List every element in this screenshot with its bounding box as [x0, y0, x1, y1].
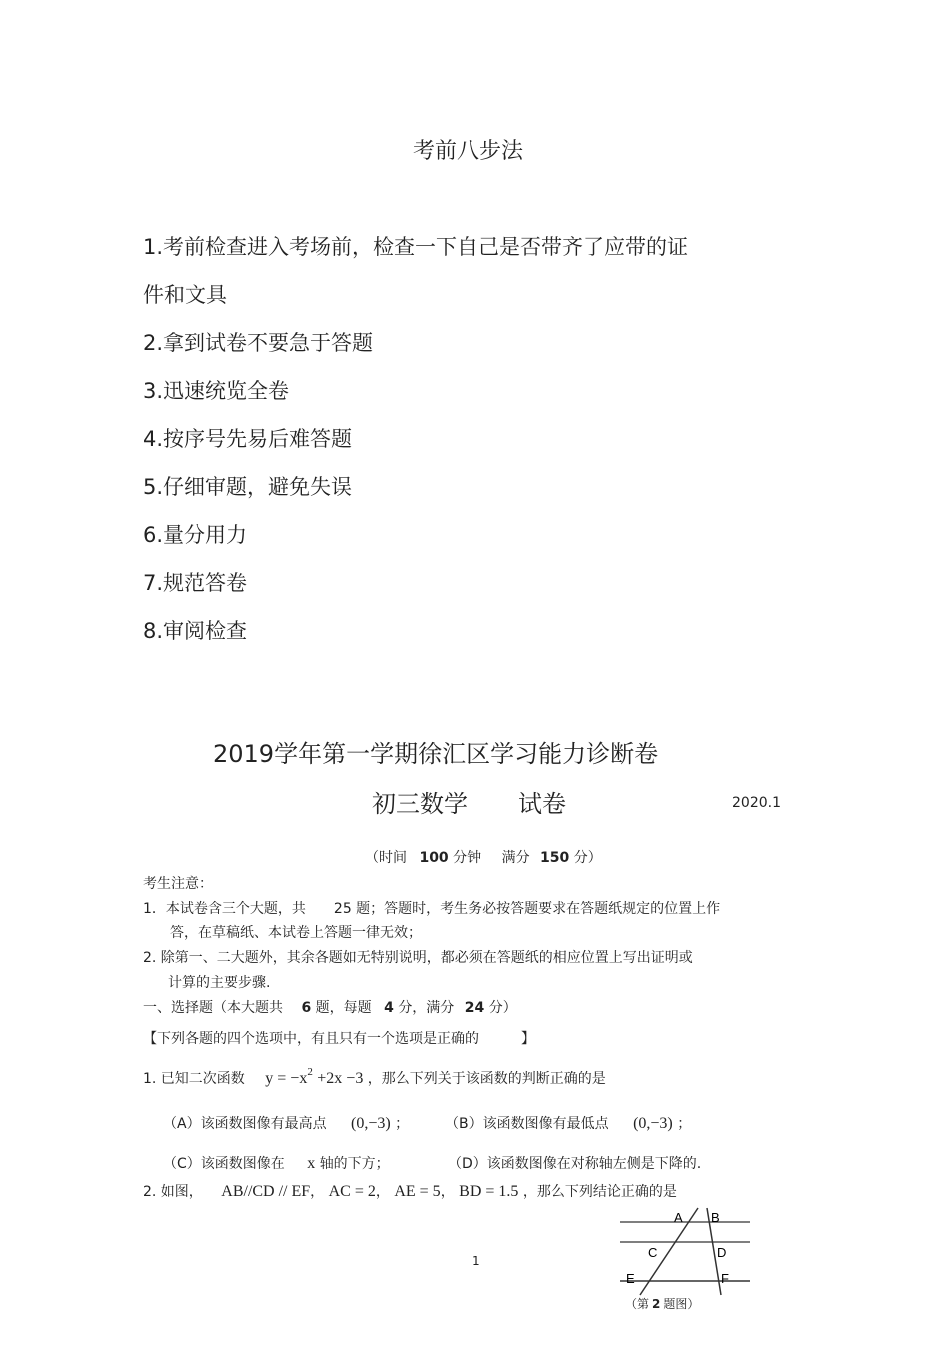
q1-option-a-label: （A）该函数图像有最高点: [163, 1116, 327, 1132]
section1-prefix: 一、选择题（本大题共: [143, 1000, 283, 1016]
q2-cond-parallel: AB//CD // EF: [221, 1183, 311, 1200]
q1-option-a-tail: ；: [395, 1116, 410, 1132]
step-4: 4.按序号先易后难答题: [143, 427, 353, 451]
full-score-label: 满分: [501, 850, 530, 866]
q1-option-c-tail: 轴的下方；: [319, 1156, 390, 1172]
label-d: D: [717, 1245, 727, 1260]
label-f: F: [721, 1271, 729, 1286]
q2-suffix: ，那么下列结论正确的是: [522, 1184, 677, 1200]
step-8: 8.审阅检查: [143, 619, 248, 643]
full-score: 150: [540, 850, 570, 866]
time-minutes-unit: 分钟: [453, 850, 482, 866]
q2-prefix: 2. 如图，: [143, 1184, 203, 1200]
time-minutes: 100: [419, 850, 449, 866]
q1-equation-a: y = −x: [265, 1070, 308, 1087]
step-1-line2: 件和文具: [143, 283, 227, 307]
caption-num: 2: [652, 1297, 661, 1311]
step-1-line1: 1.考前检查进入考场前，检查一下自己是否带齐了应带的证: [143, 235, 689, 259]
label-e: E: [626, 1271, 635, 1286]
notice-1-line2: 答，在草稿纸、本试卷上答题一律无效；: [170, 925, 422, 941]
caption-b: 题图）: [663, 1297, 700, 1311]
page-number: 1: [472, 1254, 480, 1268]
q1-option-b-math: (0,−3): [633, 1115, 673, 1132]
time-close: 分）: [573, 850, 602, 866]
figure-caption: [625, 1295, 699, 1312]
exam-date: 2020.1: [732, 795, 781, 811]
q1-equation-b: +2x −3: [317, 1070, 364, 1087]
section1-total: 24: [464, 1000, 485, 1016]
q1-option-c-label: （C）该函数图像在: [163, 1156, 285, 1172]
exam-title: 2019学年第一学期徐汇区学习能力诊断卷: [213, 740, 659, 768]
question-2: 2. 如图， AB//CD // EF， AC = 2， AE = 5， BD = 1.5 ，那么下列结论正确的是: [143, 1183, 677, 1200]
q1-equation-exp: 2: [307, 1066, 313, 1078]
notice-2-line2: 计算的主要步骤.: [168, 975, 271, 991]
caption-a: （第: [625, 1297, 650, 1311]
q1-suffix: ，那么下列关于该函数的判断正确的是: [367, 1071, 606, 1087]
section1-header: [143, 997, 517, 1017]
exam-subtitle-a: 初三数学: [372, 790, 468, 818]
label-a: A: [674, 1210, 683, 1225]
step-6: 6.量分用力: [143, 523, 248, 547]
notice-1-line1: 1．本试卷含三个大题，共 25 题；答题时，考生务必按答题要求在答题纸规定的位置上作: [143, 901, 721, 917]
steps-title: 考前八步法: [413, 139, 524, 164]
section1-per-score: 4: [384, 1000, 394, 1016]
q1-option-b-tail: ；: [677, 1116, 692, 1132]
q1-option-b: [445, 1113, 691, 1133]
step-3: 3.迅速统览全卷: [143, 379, 290, 403]
question-1: [143, 1068, 606, 1088]
q1-option-a: [163, 1113, 409, 1133]
q1-option-a-math: (0,−3): [351, 1115, 391, 1132]
notice-2-line1: 2. 除第一、二大题外，其余各题如无特别说明，都必须在答题纸的相应位置上写出证明或: [143, 950, 693, 966]
label-b: B: [711, 1210, 720, 1225]
q1-option-b-label: （B）该函数图像有最低点: [445, 1116, 609, 1132]
section1-count: 6: [301, 1000, 312, 1016]
q2-cond-ac: AC = 2: [328, 1183, 376, 1200]
time-open: （时间: [365, 850, 407, 866]
step-2: 2.拿到试卷不要急于答题: [143, 331, 374, 355]
q1-option-c: [163, 1153, 390, 1173]
section1-suffix: 分）: [488, 1000, 517, 1016]
q1-option-d-label: （D）该函数图像在对称轴左侧是下降的.: [448, 1156, 702, 1172]
q2-cond-ae: AE = 5: [394, 1183, 441, 1200]
time-info: [365, 847, 602, 867]
step-7: 7.规范答卷: [143, 571, 248, 595]
q1-option-c-math: x: [307, 1155, 316, 1172]
q2-cond-bd: BD = 1.5: [459, 1183, 519, 1200]
label-c: C: [648, 1245, 658, 1260]
section1-total-label: 分，满分: [398, 1000, 455, 1016]
notice-label: 考生注意：: [143, 876, 213, 892]
q1-option-d: [448, 1153, 701, 1173]
q1-prefix: 1. 已知二次函数: [143, 1071, 245, 1087]
exam-subtitle-b: 试卷: [518, 790, 566, 818]
step-5: 5.仔细审题，避免失误: [143, 475, 353, 499]
section1-per-label: 题，每题: [315, 1000, 372, 1016]
instruction: 【下列各题的四个选项中，有且只有一个选项是正确的 】: [143, 1031, 535, 1047]
